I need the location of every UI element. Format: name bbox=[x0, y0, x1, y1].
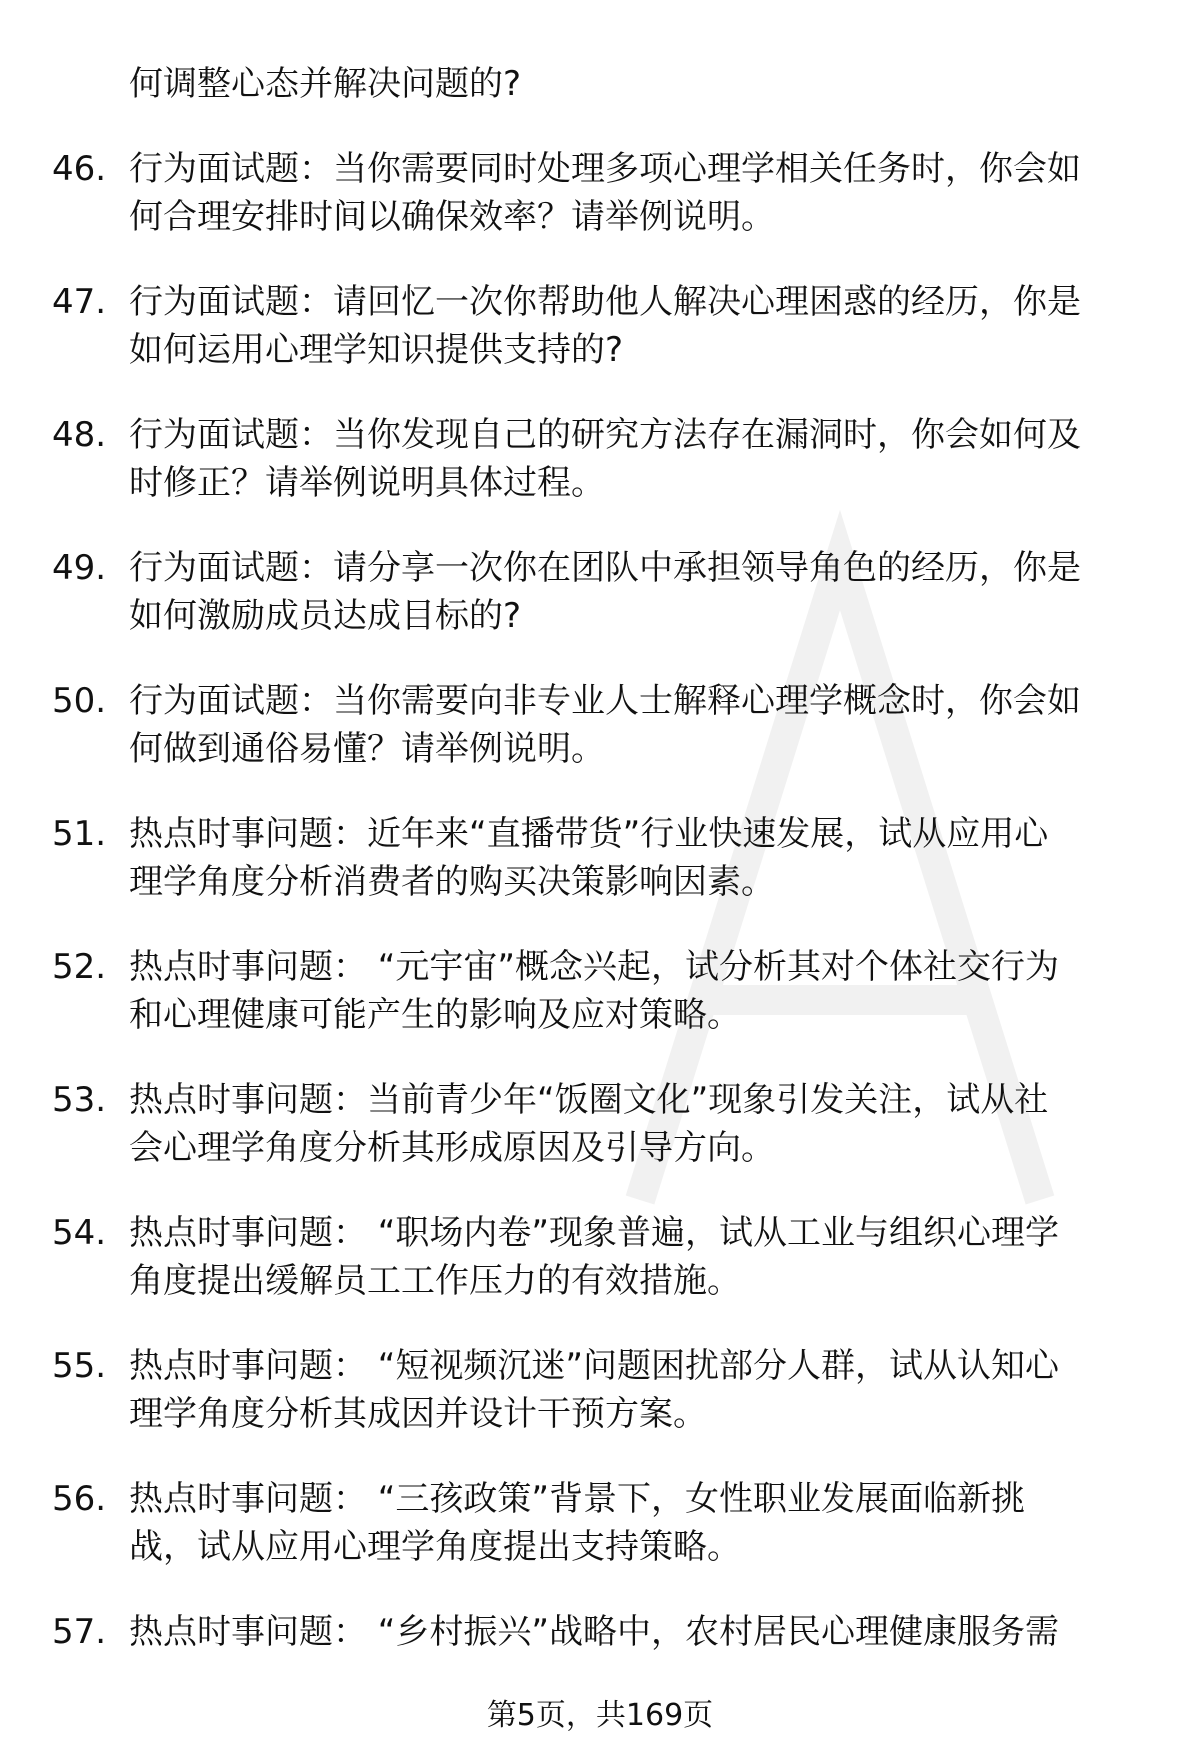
question-text-line: 理学角度分析消费者的购买决策影响因素。 bbox=[129, 862, 775, 902]
question-text-line: 热点时事问题：近年来“直播带货”行业快速发展，试从应用心 bbox=[129, 814, 1049, 854]
question-text-line: 热点时事问题： “职场内卷”现象普遍，试从工业与组织心理学 bbox=[129, 1213, 1060, 1253]
question-text-line: 何做到通俗易懂？请举例说明。 bbox=[129, 729, 605, 769]
question-number: 46. bbox=[52, 149, 107, 189]
question-text-line: 会心理学角度分析其形成原因及引导方向。 bbox=[129, 1128, 775, 1168]
question-text-line: 行为面试题：请分享一次你在团队中承担领导角色的经历，你是 bbox=[129, 548, 1081, 588]
question-number: 50. bbox=[52, 681, 107, 721]
question-text-line: 和心理健康可能产生的影响及应对策略。 bbox=[129, 995, 741, 1035]
continuation-line: 何调整心态并解决问题的? bbox=[129, 64, 522, 104]
question-number: 52. bbox=[52, 947, 107, 987]
question-text-line: 热点时事问题： “短视频沉迷”问题困扰部分人群，试从认知心 bbox=[129, 1346, 1060, 1386]
question-text-line: 行为面试题：当你需要同时处理多项心理学相关任务时，你会如 bbox=[129, 149, 1081, 189]
question-text-line: 热点时事问题： “元宇宙”概念兴起，试分析其对个体社交行为 bbox=[129, 947, 1060, 987]
question-number: 48. bbox=[52, 415, 107, 455]
question-text-line: 热点时事问题：当前青少年“饭圈文化”现象引发关注，试从社 bbox=[129, 1080, 1049, 1120]
question-number: 51. bbox=[52, 814, 107, 854]
question-text-line: 时修正？请举例说明具体过程。 bbox=[129, 463, 605, 503]
question-number: 49. bbox=[52, 548, 107, 588]
question-text-line: 行为面试题：当你需要向非专业人士解释心理学概念时，你会如 bbox=[129, 681, 1081, 721]
question-number: 53. bbox=[52, 1080, 107, 1120]
question-number: 57. bbox=[52, 1612, 107, 1652]
question-number: 47. bbox=[52, 282, 107, 322]
question-number: 54. bbox=[52, 1213, 107, 1253]
question-text-line: 行为面试题：当你发现自己的研究方法存在漏洞时，你会如何及 bbox=[129, 415, 1081, 455]
question-number: 56. bbox=[52, 1479, 107, 1519]
question-text-line: 如何运用心理学知识提供支持的? bbox=[129, 330, 624, 370]
question-text-line: 角度提出缓解员工工作压力的有效措施。 bbox=[129, 1261, 741, 1301]
question-text-line: 行为面试题：请回忆一次你帮助他人解决心理困惑的经历，你是 bbox=[129, 282, 1081, 322]
page-footer: 第5页，共169页 bbox=[486, 1698, 714, 1733]
question-text-line: 理学角度分析其成因并设计干预方案。 bbox=[129, 1394, 707, 1434]
question-text-line: 热点时事问题： “三孩政策”背景下，女性职业发展面临新挑 bbox=[129, 1479, 1026, 1519]
question-text-line: 如何激励成员达成目标的? bbox=[129, 596, 522, 636]
question-text-line: 何合理安排时间以确保效率？请举例说明。 bbox=[129, 197, 775, 237]
question-number: 55. bbox=[52, 1346, 107, 1386]
question-text-line: 战，试从应用心理学角度提出支持策略。 bbox=[129, 1527, 741, 1567]
question-text-line: 热点时事问题： “乡村振兴”战略中，农村居民心理健康服务需 bbox=[129, 1612, 1060, 1652]
